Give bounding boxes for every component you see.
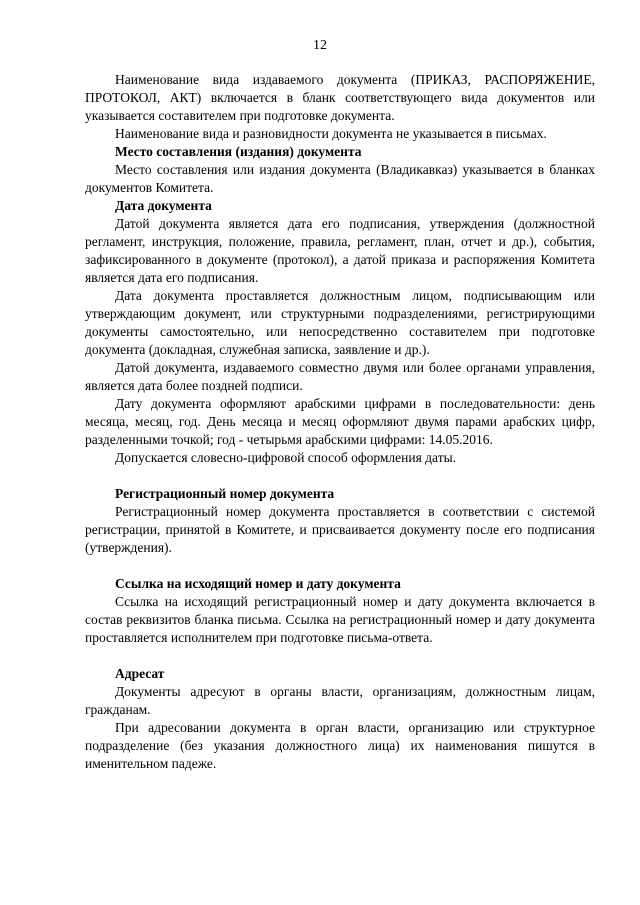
spacer bbox=[85, 557, 595, 575]
paragraph-registration-number: Регистрационный номер документа проставляется в соответствии с системой регистрации, принятой в Комитете, и присваивается документу после его подписания (утверждения). bbox=[85, 504, 595, 555]
heading-document-date: Дата документа bbox=[115, 198, 212, 213]
page-number: 12 bbox=[313, 38, 327, 53]
paragraph-outgoing-reference: Ссылка на исходящий регистрационный номер и дату документа включается в состав реквизитов бланка письма. Ссылка на регистрационный номер и дату документа проставляется исполнителем при подготовке письма-ответа. bbox=[85, 594, 595, 645]
heading-addressee: Адресат bbox=[115, 666, 165, 681]
heading-outgoing-reference: Ссылка на исходящий номер и дату документа bbox=[115, 576, 401, 591]
paragraph-date-definition: Датой документа является дата его подписания, утверждения (должностной регламент, инструкция, положение, правила, регламент, план, отчет и др.), события, зафиксированного в документе (протокол), а датой приказа и распоряжения Комитета является дата его подписания. bbox=[85, 216, 595, 285]
heading-place-of-issue: Место составления (издания) документа bbox=[115, 144, 362, 159]
paragraph-date-placement: Дата документа проставляется должностным лицом, подписывающим или утверждающим документ, или структурными подразделениями, регистрирующими документы самостоятельно, или непосредственно составителем при подготовке документа (докладная, служебная записка, заявление и др.). bbox=[85, 288, 595, 357]
spacer bbox=[85, 647, 595, 665]
heading-registration-number: Регистрационный номер документа bbox=[115, 486, 335, 501]
paragraph-addressing-rules: При адресовании документа в орган власти, организацию или структурное подразделение (без указания должностного лица) их наименования пишутся в именительном падеже. bbox=[85, 720, 595, 771]
spacer bbox=[85, 467, 595, 485]
document-body bbox=[85, 71, 595, 773]
paragraph-joint-document-date: Датой документа, издаваемого совместно двумя или более органами управления, является дата более поздней подписи. bbox=[85, 360, 595, 393]
paragraph-addressees: Документы адресуют в органы власти, организациям, должностным лицам, гражданам. bbox=[85, 684, 595, 717]
paragraph-verbal-date: Допускается словесно-цифровой способ оформления даты. bbox=[115, 450, 457, 465]
paragraph-place-of-issue: Место составления или издания документа (Владикавказ) указывается в бланках документов Комитета. bbox=[85, 162, 595, 195]
paragraph-document-type-name: Наименование вида издаваемого документа (ПРИКАЗ, РАСПОРЯЖЕНИЕ, ПРОТОКОЛ, АКТ) включается в бланк соответствующего вида документов или указывается составителем при подготовке документа. bbox=[85, 72, 595, 123]
paragraph-date-format: Дату документа оформляют арабскими цифрами в последовательности: день месяца, месяц, год. День месяца и месяц оформляют двумя парами арабских цифр, разделенными точкой; год - четырьмя арабскими цифрами: 14.05.2016. bbox=[85, 396, 595, 447]
paragraph-letters-note: Наименование вида и разновидности документа не указывается в письмах. bbox=[115, 126, 547, 141]
